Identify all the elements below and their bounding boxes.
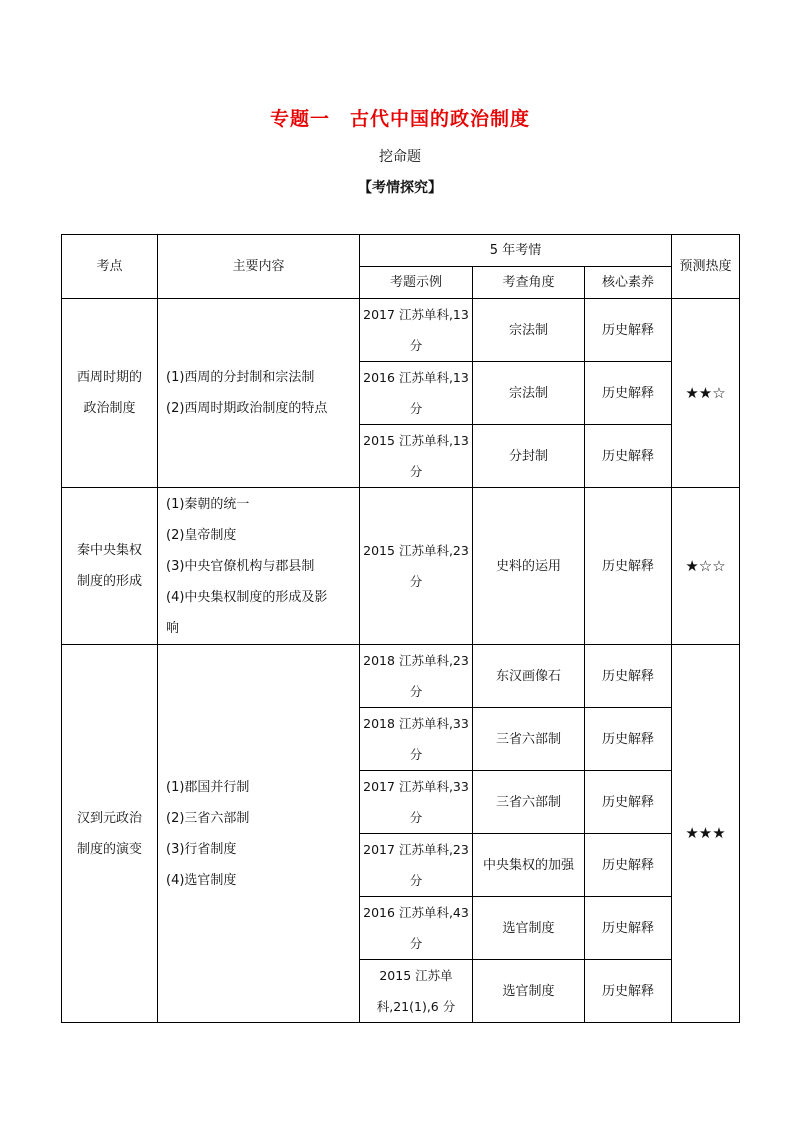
topic-cell-line: 制度的演变 [76,841,142,857]
heat-rating-stars: ★★★ [672,645,740,1023]
exam-example-cell-line: 2017 江苏单科,23 [363,842,469,857]
literacy-cell: 历史解释 [585,425,672,488]
exam-example-cell-line: 2017 江苏单科,13 [363,307,469,322]
heat-rating-stars: ★☆☆ [672,488,740,645]
exam-example-cell-line: 分 [409,747,423,762]
exam-example-cell-line: 分 [409,873,423,888]
exam-example-cell-line: 分 [409,338,423,353]
content-cell-line: (4)选官制度 [166,872,237,888]
header-heat: 预测热度 [672,235,740,299]
exam-example-cell [360,645,473,708]
literacy-cell: 历史解释 [585,708,672,771]
exam-example-cell-line: 科,21(1),6 分 [376,999,456,1014]
topic-cell-line: 政治制度 [83,401,136,416]
exam-example-cell [360,299,473,362]
topic-cell [62,488,158,645]
content-cell-line: (1)郡国并行制 [166,779,250,795]
page-title: 专题一 古代中国的政治制度 [269,108,530,130]
content-cell [158,488,360,645]
topic-cell-line: 制度的形成 [76,574,142,589]
angle-cell: 东汉画像石 [473,645,585,708]
angle-cell: 宗法制 [473,299,585,362]
exam-analysis-table [61,234,740,1023]
angle-cell: 选官制度 [473,960,585,1023]
literacy-cell: 历史解释 [585,960,672,1023]
literacy-cell: 历史解释 [585,488,672,645]
exam-example-cell [360,771,473,834]
angle-cell: 史料的运用 [473,488,585,645]
exam-example-cell-line: 2015 江苏单科,23 [363,543,469,558]
literacy-cell: 历史解释 [585,897,672,960]
angle-cell: 分封制 [473,425,585,488]
exam-example-cell [360,897,473,960]
angle-cell: 中央集权的加强 [473,834,585,897]
angle-cell: 宗法制 [473,362,585,425]
literacy-cell: 历史解释 [585,645,672,708]
table-row [62,645,740,708]
angle-cell: 三省六部制 [473,771,585,834]
exam-example-cell [360,488,473,645]
exam-example-cell-line: 2015 江苏单 [379,968,453,983]
exam-example-cell-line: 2016 江苏单科,43 [363,905,469,920]
page-subtitle: 挖命题 [379,149,421,165]
exam-example-cell-line: 2017 江苏单科,33 [363,779,469,794]
header-content: 主要内容 [158,235,360,299]
exam-example-cell-line: 分 [409,401,423,416]
header-literacy: 核心素养 [585,267,672,299]
exam-example-cell-line: 分 [409,810,423,825]
content-cell [158,299,360,488]
topic-cell-line: 汉到元政治 [76,810,142,826]
literacy-cell: 历史解释 [585,834,672,897]
exam-example-cell-line: 2018 江苏单科,33 [363,716,469,731]
exam-example-cell-line: 分 [409,464,423,479]
header-exam-example: 考题示例 [360,267,473,299]
content-cell-line: 响 [166,620,180,636]
content-cell-line: (3)中央官僚机构与郡县制 [166,558,315,574]
topic-cell [62,645,158,1023]
content-cell-line: (2)皇帝制度 [166,527,237,543]
content-cell-line: (3)行省制度 [166,841,237,857]
exam-example-cell-line: 分 [409,574,423,589]
content-cell-line: (2)西周时期政治制度的特点 [166,401,328,416]
exam-example-cell [360,708,473,771]
content-cell-line: (1)秦朝的统一 [166,496,250,512]
exam-example-cell-line: 2015 江苏单科,13 [363,433,469,448]
section-heading: 【考情探究】 [358,180,442,196]
exam-example-cell-line: 2018 江苏单科,23 [363,653,469,668]
table-row [62,488,740,645]
literacy-cell: 历史解释 [585,362,672,425]
topic-cell-line: 西周时期的 [76,370,142,385]
exam-example-cell-line: 分 [409,936,423,951]
exam-example-cell-line: 2016 江苏单科,13 [363,370,469,385]
content-cell-line: (2)三省六部制 [166,810,250,826]
table-body [62,299,740,1023]
content-cell-line: (4)中央集权制度的形成及影 [166,589,328,605]
exam-example-cell-line: 分 [409,684,423,699]
content-cell [158,645,360,1023]
header-angle: 考查角度 [473,267,585,299]
exam-example-cell [360,960,473,1023]
header-topic: 考点 [62,235,158,299]
topic-cell [62,299,158,488]
literacy-cell: 历史解释 [585,771,672,834]
exam-example-cell [360,362,473,425]
header-five-years: 5 年考情 [360,235,672,267]
table-row [62,299,740,362]
content-cell-line: (1)西周的分封制和宗法制 [166,370,315,385]
heat-rating-stars: ★★☆ [672,299,740,488]
angle-cell: 选官制度 [473,897,585,960]
literacy-cell: 历史解释 [585,299,672,362]
topic-cell-line: 秦中央集权 [76,543,142,558]
exam-example-cell [360,425,473,488]
exam-example-cell [360,834,473,897]
angle-cell: 三省六部制 [473,708,585,771]
